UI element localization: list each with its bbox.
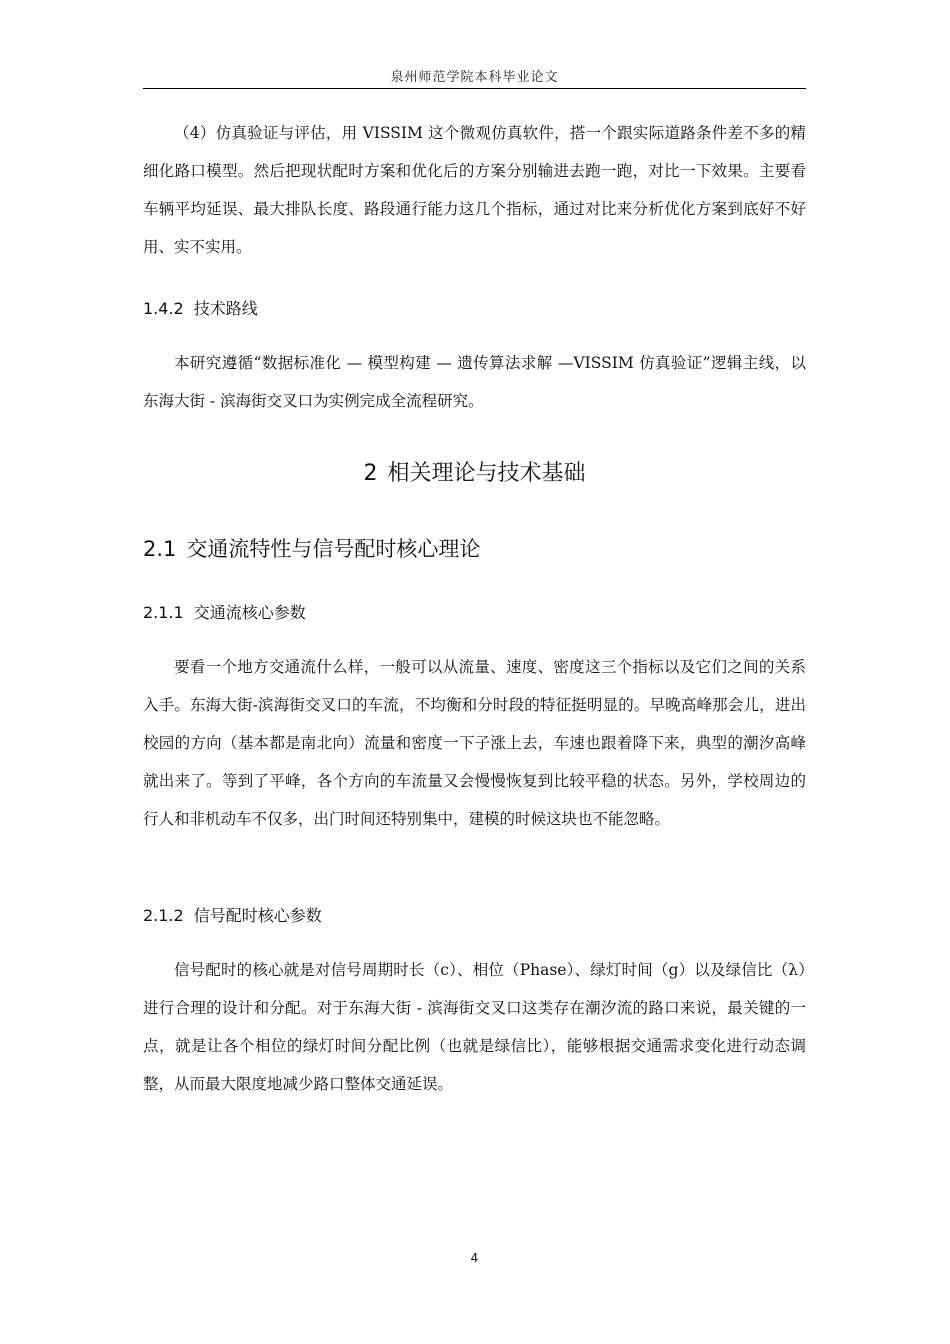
section-heading-2-1-1: [143, 600, 306, 623]
chapter-number: 2: [363, 461, 378, 486]
paragraph-traffic-flow: 要看一个地方交通流什么样，一般可以从流量、速度、密度这三个指标以及它们之间的关系入手。东海大街-滨海街交叉口的车流，不均衡和分时段的特征挺明显的。早晚高峰那会儿，进出校园的方向（基本都是南北向）流量和密度一下子涨上去，车速也跟着降下来，典型的潮汐高峰就出来了。等到了平峰，各个方向的车流量又会慢慢恢复到比较平稳的状态。另外，学校周边的行人和非机动车不仅多，出门时间还特别集中，建模的时候这块也不能忽略。: [143, 658, 806, 828]
section-title: 技术路线: [193, 299, 258, 318]
section-heading-2-1: [143, 533, 480, 563]
paragraph-signal-timing: 信号配时的核心就是对信号周期时长（c）、相位（Phase）、绿灯时间（g）以及绿信比（λ）进行合理的设计和分配。对于东海大街 - 滨海街交叉口这类存在潮汐流的路口来说，最关键的一点，就是让各个相位的绿灯时间分配比例（也就是绿信比），能够根据交通需求变化进行动态调整，从而最大限度地减少路口整体交通延误。: [143, 961, 806, 1093]
running-header: 泉州师范学院本科毕业论文: [390, 70, 559, 85]
section-number: 2.1.1: [143, 603, 184, 622]
page-number: 4: [470, 1251, 479, 1265]
section-title: 交通流核心参数: [193, 603, 306, 622]
header-rule: [143, 88, 806, 89]
section-title: 信号配时核心参数: [193, 906, 322, 925]
chapter-heading-2: [143, 456, 806, 487]
paragraph-simulation-validation: （4）仿真验证与评估，用 VISSIM 这个微观仿真软件，搭一个跟实际道路条件差不多的精细化路口模型。然后把现状配时方案和优化后的方案分别输进去跑一跑，对比一下效果。主要看车辆平均延误、最大排队长度、路段通行能力这几个指标，通过对比来分析优化方案到底好不好用、实不实用。: [143, 124, 806, 256]
paragraph-technical-route: 本研究遵循“数据标准化 — 模型构建 — 遗传算法求解 —VISSIM 仿真验证”逻辑主线，以东海大街 - 滨海街交叉口为实例完成全流程研究。: [143, 354, 806, 410]
section-heading-2-1-2: [143, 903, 322, 926]
section-heading-1-4-2: [143, 296, 258, 319]
section-number: 2.1: [143, 537, 177, 561]
section-number: 2.1.2: [143, 906, 184, 925]
section-title: 交通流特性与信号配时核心理论: [186, 537, 481, 561]
chapter-title: 相关理论与技术基础: [387, 461, 586, 486]
section-number: 1.4.2: [143, 299, 184, 318]
